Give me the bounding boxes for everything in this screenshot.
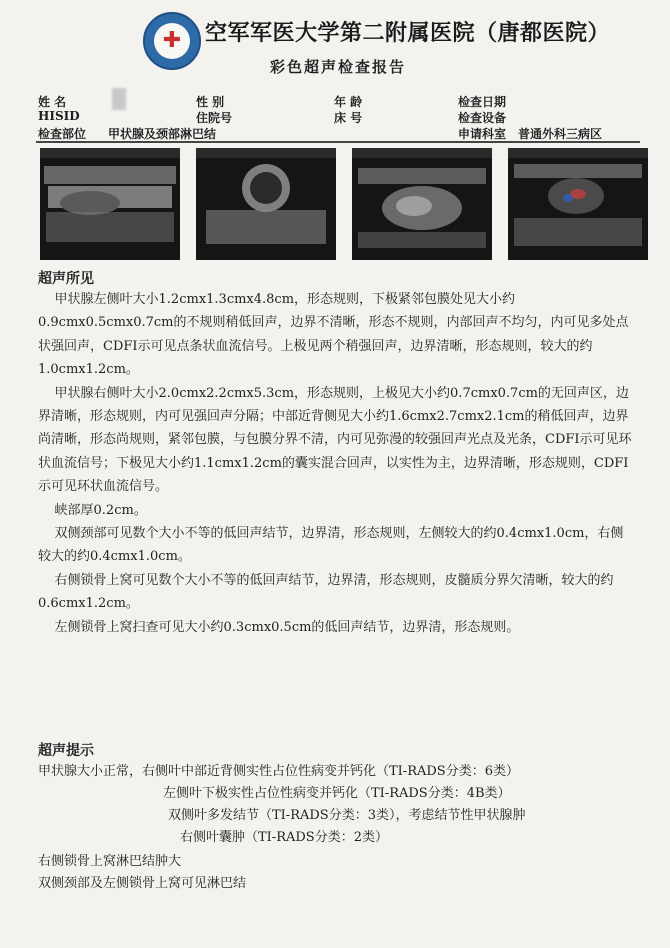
info-row-2 [38, 109, 638, 125]
conclusion-line: 双侧叶多发结节（TI-RADS分类：3类），考虑结节性甲状腺肿 [168, 808, 526, 823]
report-title: 彩色超声检查报告 [270, 58, 407, 76]
name-label: 姓 名 [38, 95, 67, 109]
dept-label: 申请科室 [458, 127, 507, 141]
findings-paragraph: 右侧锁骨上窝可见数个大小不等的低回声结节，边界清，形态规则，皮髓质分界欠清晰，较大的约0.6cmx1.2cm。 [38, 572, 614, 612]
admission-label: 住院号 [196, 111, 233, 125]
findings-title: 超声所见 [38, 271, 94, 287]
hisid-label: HISID [38, 109, 80, 123]
ultrasound-image-1 [40, 148, 180, 260]
findings-paragraph: 峡部厚0.2cm。 [38, 502, 147, 518]
conclusion-line: 甲状腺大小正常，右侧叶中部近背侧实性占位性病变并钙化（TI-RADS分类：6类） [38, 764, 519, 779]
findings-paragraph: 双侧颈部可见数个大小不等的低回声结节，边界清，形态规则，左侧较大的约0.4cmx1.0cm，右侧较大的约0.4cmx1.0cm。 [38, 526, 624, 565]
ultrasound-image-2 [196, 148, 336, 260]
exam-site-label: 检查部位 [38, 127, 87, 141]
gender-label: 性 别 [196, 95, 225, 109]
ultrasound-image-3 [352, 148, 492, 260]
findings-paragraph: 左侧锁骨上窝扫查可见大小约0.3cmx0.5cm的低回声结节，边界清，形态规则。 [38, 619, 520, 635]
conclusion-line: 双侧颈部及左侧锁骨上窝可见淋巴结 [38, 876, 247, 891]
conclusion-line: 右侧锁骨上窝淋巴结肿大 [38, 854, 182, 869]
exam-site-value: 甲状腺及颈部淋巴结 [108, 127, 217, 141]
conclusion-line: 右侧叶囊肿（TI-RADS分类：2类） [180, 830, 388, 845]
info-row-3 [38, 125, 638, 141]
device-label: 检查设备 [458, 111, 507, 125]
exam-date-label: 检查日期 [458, 95, 507, 109]
findings-body [38, 288, 634, 639]
conclusions-title: 超声提示 [38, 743, 94, 759]
findings-paragraph: 甲状腺右侧叶大小2.0cmx2.2cmx5.3cm，形态规则，上极见大小约0.7cmx0.7cm的无回声区，边界清晰，形态规则，内可见强回声分隔；中部近背侧见大小约1.6cmx2.7cmx2.1cm的稍低回声，边界尚清晰，形态尚规则，紧邻包膜，与包膜分界不清，内可见弥漫的较强回声光点及光条，CDFI示可见环状血流信号；下极见大小约1.1cmx1.2cm的囊实混合回声，以实性为主，边界清晰，形态规则，CDFI示可见环状血流信号。 [38, 385, 632, 495]
redacted-name [112, 88, 126, 110]
dept-value: 普通外科三病区 [518, 127, 603, 141]
info-row-1 [38, 93, 638, 109]
ultrasound-image-4 [508, 148, 648, 260]
header-divider [36, 141, 640, 143]
hospital-emblem-icon: ✚ [143, 12, 201, 70]
age-label: 年 龄 [334, 95, 363, 109]
bed-label: 床 号 [334, 111, 363, 125]
findings-paragraph: 甲状腺左侧叶大小1.2cmx1.3cmx4.8cm，形态规则，下极紧邻包膜处见大小约0.9cmx0.5cmx0.7cm的不规则稍低回声，边界不清晰，形态不规则，内部回声不均匀，内可见多处点状强回声，CDFI示可见点条状血流信号。上极见两个稍强回声，边界清晰，形态规则，较大的约1.0cmx1.2cm。 [38, 292, 629, 378]
hospital-name: 空军军医大学第二附属医院（唐都医院） [205, 20, 611, 46]
conclusion-line: 左侧叶下极实性占位性病变并钙化（TI-RADS分类：4B类） [163, 786, 511, 801]
